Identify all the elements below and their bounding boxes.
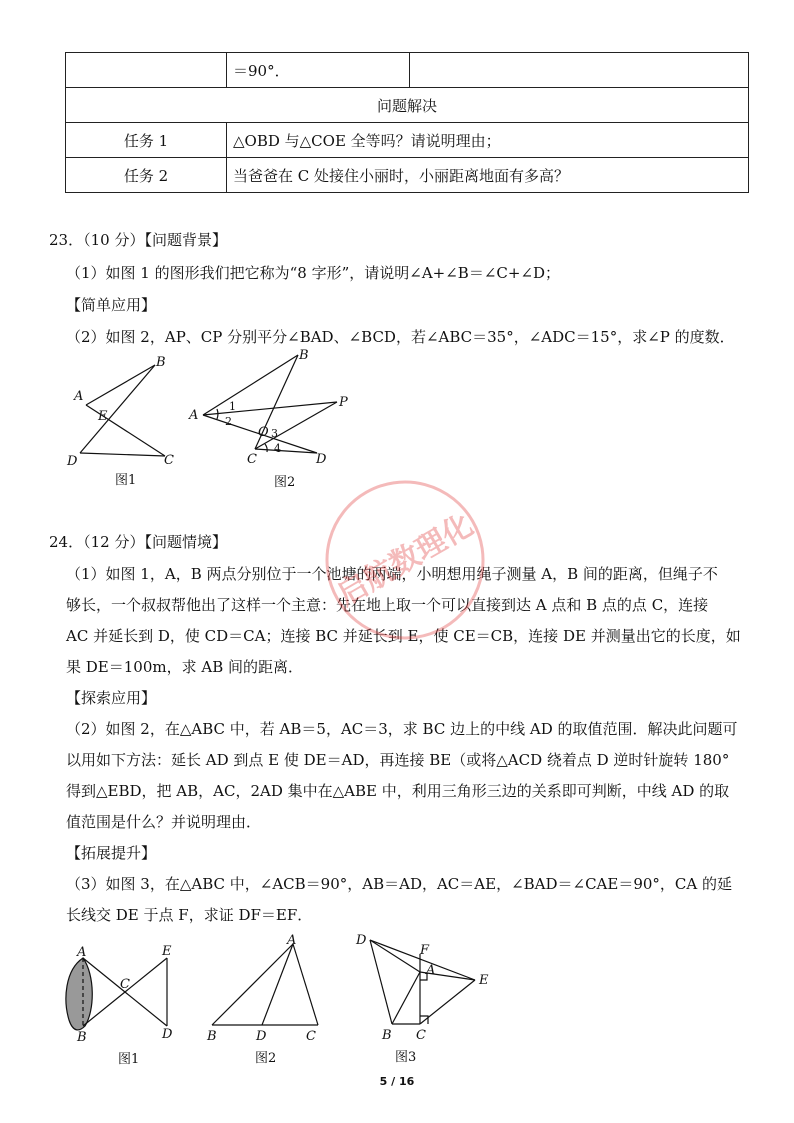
label-o: O bbox=[258, 425, 269, 440]
task-text: 当爸爸在 C 处接住小丽时，小丽距离地面有多高？ bbox=[227, 158, 749, 193]
label-b: B bbox=[207, 1029, 217, 1044]
q24-figure-1 bbox=[55, 940, 195, 1070]
table-cell: ＝90°． bbox=[227, 53, 410, 88]
table-cell bbox=[66, 53, 227, 88]
q24-heading: 24．（12 分）【问题情境】 bbox=[49, 533, 227, 551]
page-number: 5 / 16 bbox=[379, 1075, 415, 1088]
q24-text: 长线交 DE 于点 F，求证 DF＝EF． bbox=[66, 906, 313, 924]
q24-figure-2 bbox=[200, 930, 340, 1070]
label-d: D bbox=[316, 452, 327, 467]
segment-ab bbox=[86, 365, 155, 405]
q24-figure-3 bbox=[350, 930, 500, 1070]
label-b: B bbox=[156, 355, 166, 370]
label-a: A bbox=[77, 945, 87, 960]
label-e: E bbox=[479, 973, 489, 988]
label-b: B bbox=[382, 1028, 392, 1043]
figure-caption: 图2 bbox=[255, 1051, 277, 1066]
label-d: D bbox=[256, 1029, 267, 1044]
q24-text: 值范围是什么？并说明理由． bbox=[66, 813, 262, 831]
task-label: 任务 2 bbox=[66, 158, 227, 193]
task-table bbox=[65, 52, 749, 193]
q24-section: 【探索应用】 bbox=[66, 689, 157, 707]
label-p: P bbox=[339, 395, 348, 410]
q24-text: 以用如下方法：延长 AD 到点 E 使 DE＝AD，再连接 BE（或将△ACD 绕着点 D 逆时针旋转 180° bbox=[66, 751, 730, 769]
figure-caption: 图1 bbox=[115, 473, 137, 488]
segment-ba bbox=[392, 972, 420, 1024]
table-row bbox=[66, 88, 749, 123]
label-c: C bbox=[120, 977, 130, 992]
figure-caption: 图1 bbox=[118, 1052, 140, 1067]
label-c: C bbox=[416, 1028, 426, 1043]
figure-caption: 图2 bbox=[274, 475, 296, 490]
angle-mark bbox=[265, 444, 267, 452]
segment-ac bbox=[293, 944, 318, 1025]
q23-section: 【简单应用】 bbox=[66, 296, 157, 314]
label-b: B bbox=[299, 348, 309, 363]
angle-label-1: 1 bbox=[229, 400, 236, 413]
watermark-ring bbox=[300, 470, 510, 650]
angle-label-2: 2 bbox=[225, 415, 232, 428]
q24-text: （2）如图 2，在△ABC 中，若 AB＝5，AC＝3，求 BC 边上的中线 AD 的取值范围．解决此问题可 bbox=[66, 720, 738, 738]
label-a: A bbox=[287, 933, 297, 948]
q24-section: 【拓展提升】 bbox=[66, 844, 157, 862]
label-d: D bbox=[356, 933, 367, 948]
q23-part2: （2）如图 2，AP、CP 分别平分∠BAD、∠BCD，若∠ABC＝35°，∠ADC＝15°，求∠P 的度数． bbox=[66, 328, 735, 346]
q23-figure-1 bbox=[60, 350, 190, 490]
label-e: E bbox=[98, 409, 108, 424]
segment-dc bbox=[80, 453, 165, 456]
label-c: C bbox=[247, 452, 257, 467]
table-row bbox=[66, 158, 749, 193]
figure-caption: 图3 bbox=[395, 1050, 417, 1065]
q23-heading: 23．（10 分）【问题背景】 bbox=[49, 231, 227, 249]
table-row bbox=[66, 123, 749, 158]
label-f: F bbox=[420, 943, 430, 958]
task-label: 任务 1 bbox=[66, 123, 227, 158]
q23-part1: （1）如图 1 的图形我们把它称为“8 字形”，请说明∠A+∠B＝∠C+∠D； bbox=[66, 264, 561, 282]
segment-ba bbox=[212, 944, 293, 1025]
watermark-stamp bbox=[300, 470, 510, 650]
watermark-text: 启航数理化 bbox=[331, 507, 479, 614]
label-e: E bbox=[162, 944, 172, 959]
label-a: A bbox=[189, 408, 199, 423]
q24-text: 够长，一个叔叔帮他出了这样一个主意：先在地上取一个可以直接到达 A 点和 B 点的点 C，连接 bbox=[66, 596, 709, 614]
q23-figure-2 bbox=[185, 345, 360, 495]
q24-text: 得到△EBD，把 AB，AC，2AD 集中在△ABE 中，利用三角形三边的关系即可判断，中线 AD 的取 bbox=[66, 782, 730, 800]
label-a: A bbox=[426, 963, 436, 978]
label-c: C bbox=[306, 1029, 316, 1044]
label-d: D bbox=[67, 454, 78, 469]
table-header: 问题解决 bbox=[66, 88, 749, 123]
q24-text: （3）如图 3，在△ABC 中，∠ACB＝90°，AB＝AD，AC＝AE，∠BAD＝∠CAE＝90°，CA 的延 bbox=[66, 875, 733, 893]
q24-text: AC 并延长到 D，使 CD＝CA；连接 BC 并延长到 E，使 CE＝CB，连接 DE 并测量出它的长度，如 bbox=[66, 627, 741, 645]
angle-label-4: 4 bbox=[274, 442, 281, 455]
label-a: A bbox=[74, 389, 84, 404]
angle-label-3: 3 bbox=[271, 427, 278, 440]
label-b: B bbox=[77, 1030, 87, 1045]
label-c: C bbox=[164, 453, 174, 468]
table-cell bbox=[410, 53, 749, 88]
label-d: D bbox=[162, 1027, 173, 1042]
segment-ad bbox=[262, 944, 293, 1025]
q24-text: （1）如图 1，A，B 两点分别位于一个池塘的两端，小明想用绳子测量 A，B 间的距离，但绳子不 bbox=[66, 565, 718, 583]
q24-text: 果 DE＝100m，求 AB 间的距离． bbox=[66, 658, 303, 676]
table-row bbox=[66, 53, 749, 88]
task-text: △OBD 与△COE 全等吗？请说明理由； bbox=[227, 123, 749, 158]
pond-shape bbox=[66, 958, 92, 1030]
